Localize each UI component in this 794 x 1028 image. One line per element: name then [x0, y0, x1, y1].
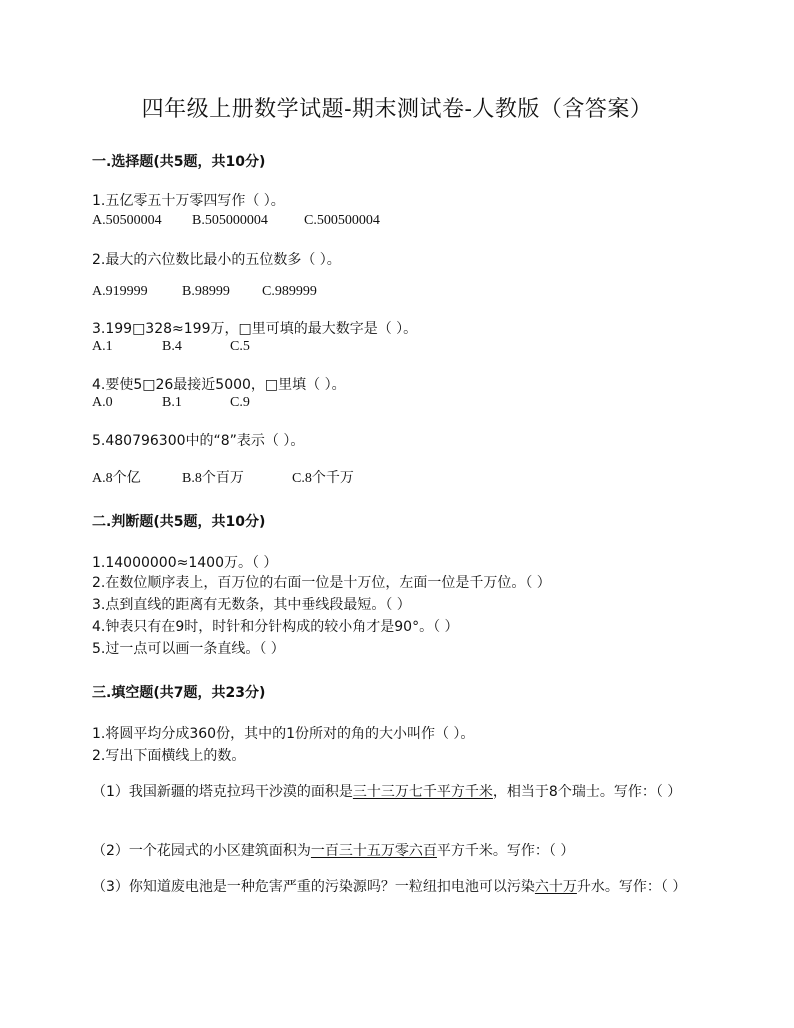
- underlined-number-words: 六十万: [534, 879, 577, 895]
- option-b: B.1: [162, 395, 182, 410]
- option-c: C.989999: [262, 284, 317, 299]
- fill-subquestion: [92, 876, 702, 898]
- option-b: B.98999: [182, 284, 230, 299]
- section-heading-judge: 二.判断题(共5题，共10分): [92, 514, 266, 530]
- subquestion-text: （1）我国新疆的塔克拉玛干沙漠的面积是: [92, 784, 353, 800]
- underlined-number-words: 一百三十五万零六百: [310, 843, 437, 859]
- question-options: [92, 395, 250, 411]
- subquestion-text: 平方千米。写作：（ ）: [436, 843, 575, 859]
- subquestion-text: （2）一个花园式的小区建筑面积为: [92, 843, 311, 859]
- judge-item: 4.钟表只有在9时，时针和分针构成的较小角才是90°。（ ）: [92, 619, 459, 635]
- fill-question: 2.写出下面横线上的数。: [92, 748, 246, 764]
- option-a: A.0: [92, 395, 113, 410]
- question-options: [92, 213, 380, 229]
- subquestion-text: ，相当于8个瑞士。写作：（ ）: [492, 784, 682, 800]
- page-title: 四年级上册数学试题-期末测试卷-人教版（含答案）: [141, 97, 653, 122]
- judge-item: 5.过一点可以画一条直线。（ ）: [92, 641, 285, 657]
- option-c: C.8个千万: [292, 471, 354, 486]
- question-text: 1.五亿零五十万零四写作（ ）。: [92, 193, 285, 209]
- judge-item: 2.在数位顺序表上，百万位的右面一位是十万位，左面一位是千万位。（ ）: [92, 575, 551, 591]
- fill-question: 1.将圆平均分成360份，其中的1份所对的角的大小叫作（ ）。: [92, 726, 475, 742]
- option-c: C.9: [230, 395, 250, 410]
- question-text: 5.480796300中的“8”表示（ ）。: [92, 433, 305, 449]
- underlined-number-words: 三十三万七千平方千米: [352, 784, 493, 800]
- fill-subquestion: [92, 840, 574, 860]
- question-options: [92, 339, 250, 355]
- option-b: B.4: [162, 339, 182, 354]
- option-a: A.50500004: [92, 213, 162, 228]
- option-a: A.919999: [92, 284, 148, 299]
- question-options: [92, 467, 354, 487]
- option-b: B.505000004: [192, 213, 268, 228]
- option-a: A.8个亿: [92, 471, 141, 486]
- question-options: [92, 284, 317, 300]
- option-a: A.1: [92, 339, 113, 354]
- section-heading-fill: 三.填空题(共7题，共23分): [92, 685, 266, 701]
- question-text: 3.199□328≈199万，□里可填的最大数字是（ ）。: [92, 321, 418, 337]
- section-heading-choice: 一.选择题(共5题，共10分): [92, 154, 266, 170]
- fill-subquestion: [92, 781, 702, 803]
- option-c: C.500500004: [304, 213, 380, 228]
- subquestion-text: 升水。写作：（ ）: [576, 879, 687, 895]
- option-b: B.8个百万: [182, 471, 244, 486]
- option-c: C.5: [230, 339, 250, 354]
- question-text: 2.最大的六位数比最小的五位数多（ ）。: [92, 252, 341, 268]
- question-text: 4.要使5□26最接近5000，□里填（ ）。: [92, 377, 346, 393]
- judge-item: 1.14000000≈1400万。（ ）: [92, 555, 278, 571]
- judge-item: 3.点到直线的距离有无数条，其中垂线段最短。（ ）: [92, 597, 411, 613]
- subquestion-text: （3）你知道废电池是一种危害严重的污染源吗？一粒纽扣电池可以污染: [92, 879, 535, 895]
